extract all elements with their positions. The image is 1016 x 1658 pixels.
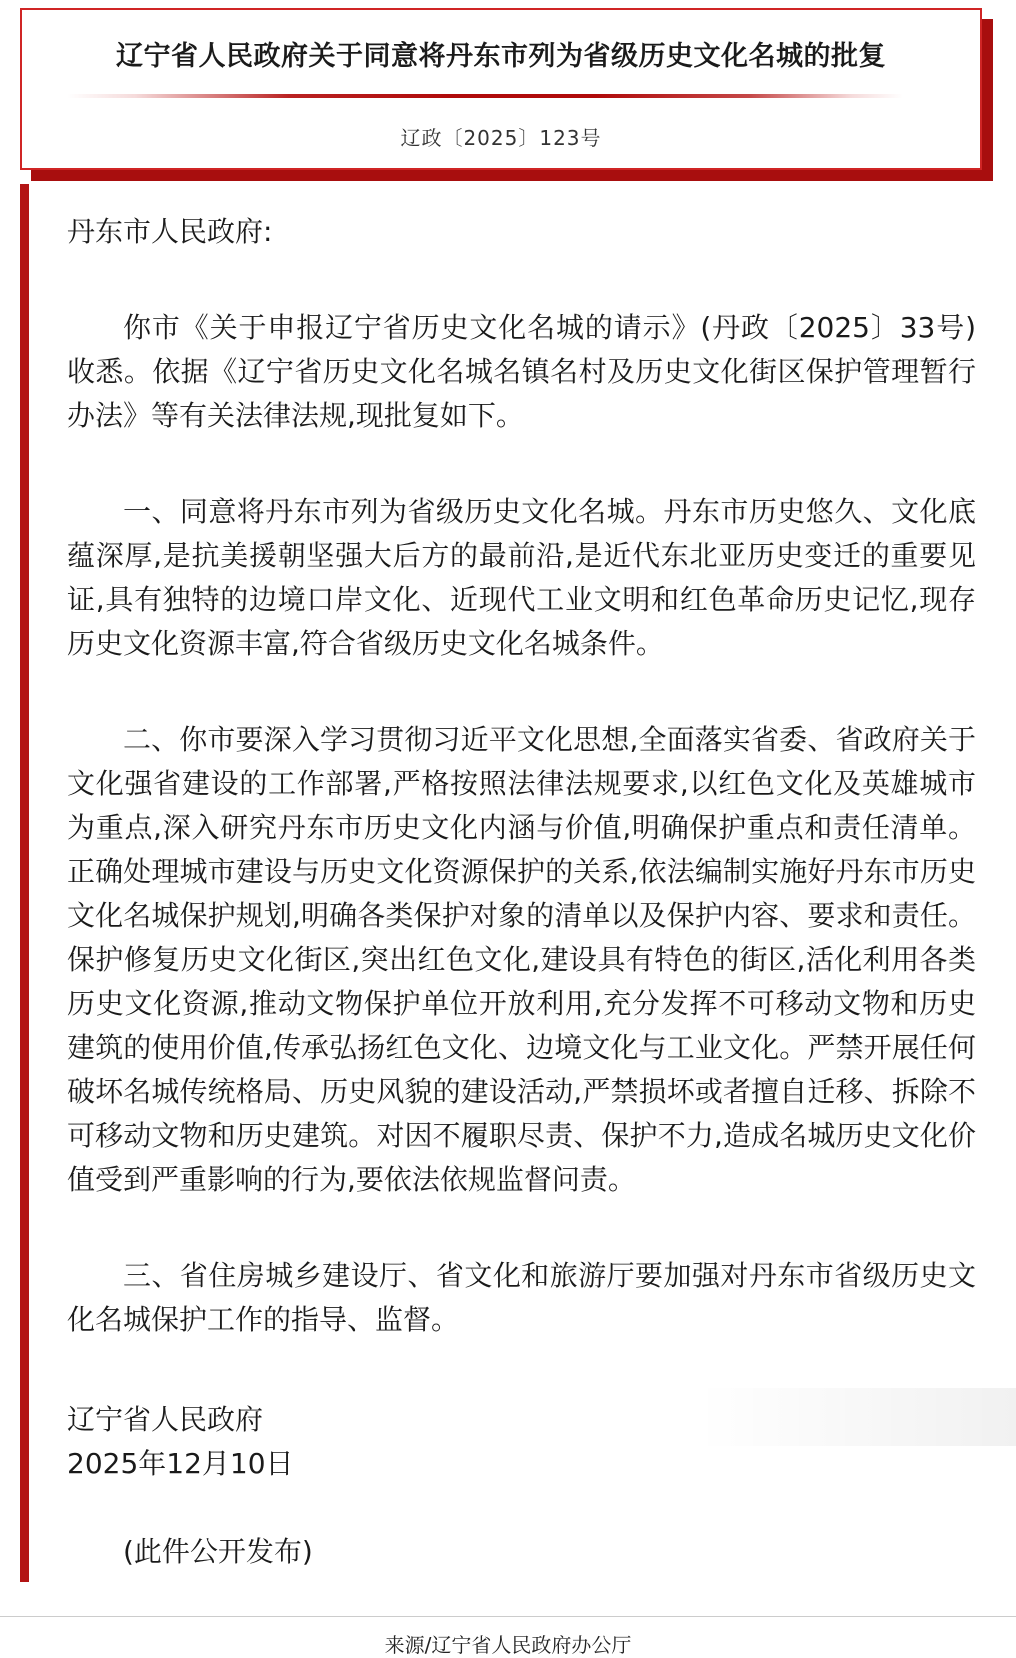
- salutation: 丹东市人民政府:: [67, 215, 273, 248]
- paragraph-item-3: 三、省住房城乡建设厅、省文化和旅游厅要加强对丹东市省级历史文化名城保护工作的指导、监督。: [67, 1259, 976, 1336]
- document-body: [20, 184, 976, 1582]
- page: [0, 8, 1016, 1657]
- title-divider: [67, 94, 920, 98]
- source-attribution: 来源/辽宁省人民政府办公厅: [384, 1633, 632, 1657]
- signature-block: [67, 1398, 976, 1486]
- paragraph-intro: 你市《关于申报辽宁省历史文化名城的请示》(丹政〔2025〕33号)收悉。依据《辽宁省历史文化名城名镇名村及历史文化街区保护管理暂行办法》等有关法律法规,现批复如下。: [67, 311, 976, 432]
- document-header: [20, 8, 982, 170]
- signature-signer: 辽宁省人民政府: [67, 1403, 264, 1436]
- paragraph-item-2: 二、你市要深入学习贯彻习近平文化思想,全面落实省委、省政府关于文化强省建设的工作部署,严格按照法律法规要求,以红色文化及英雄城市为重点,深入研究丹东市历史文化内涵与价值,明确保护重点和责任清单。正确处理城市建设与历史文化资源保护的关系,依法编制实施好丹东市历史文化名城保护规划,明确各类保护对象的清单以及保护内容、要求和责任。保护修复历史文化街区,突出红色文化,建设具有特色的街区,活化利用各类历史文化资源,推动文物保护单位开放利用,充分发挥不可移动文物和历史建筑的使用价值,传承弘扬红色文化、边境文化与工业文化。严禁开展任何破坏名城传统格局、历史风貌的建设活动,严禁损坏或者擅自迁移、拆除不可移动文物和历史建筑。对因不履职尽责、保护不力,造成名城历史文化价值受到严重影响的行为,要依法依规监督问责。: [67, 723, 976, 1196]
- left-accent-bar: [20, 184, 29, 1582]
- document-footer: [0, 1616, 1016, 1658]
- signature-date: 2025年12月10日: [67, 1447, 294, 1480]
- public-release-note: (此件公开发布): [123, 1535, 313, 1568]
- paragraph-item-1: 一、同意将丹东市列为省级历史文化名城。丹东市历史悠久、文化底蕴深厚,是抗美援朝坚强大后方的最前沿,是近代东北亚历史变迁的重要见证,具有独特的边境口岸文化、近现代工业文明和红色革命历史记忆,现存历史文化资源丰富,符合省级历史文化名城条件。: [67, 495, 976, 660]
- document-number: 辽政〔2025〕123号: [400, 126, 602, 150]
- document-title: 辽宁省人民政府关于同意将丹东市列为省级历史文化名城的批复: [116, 41, 886, 72]
